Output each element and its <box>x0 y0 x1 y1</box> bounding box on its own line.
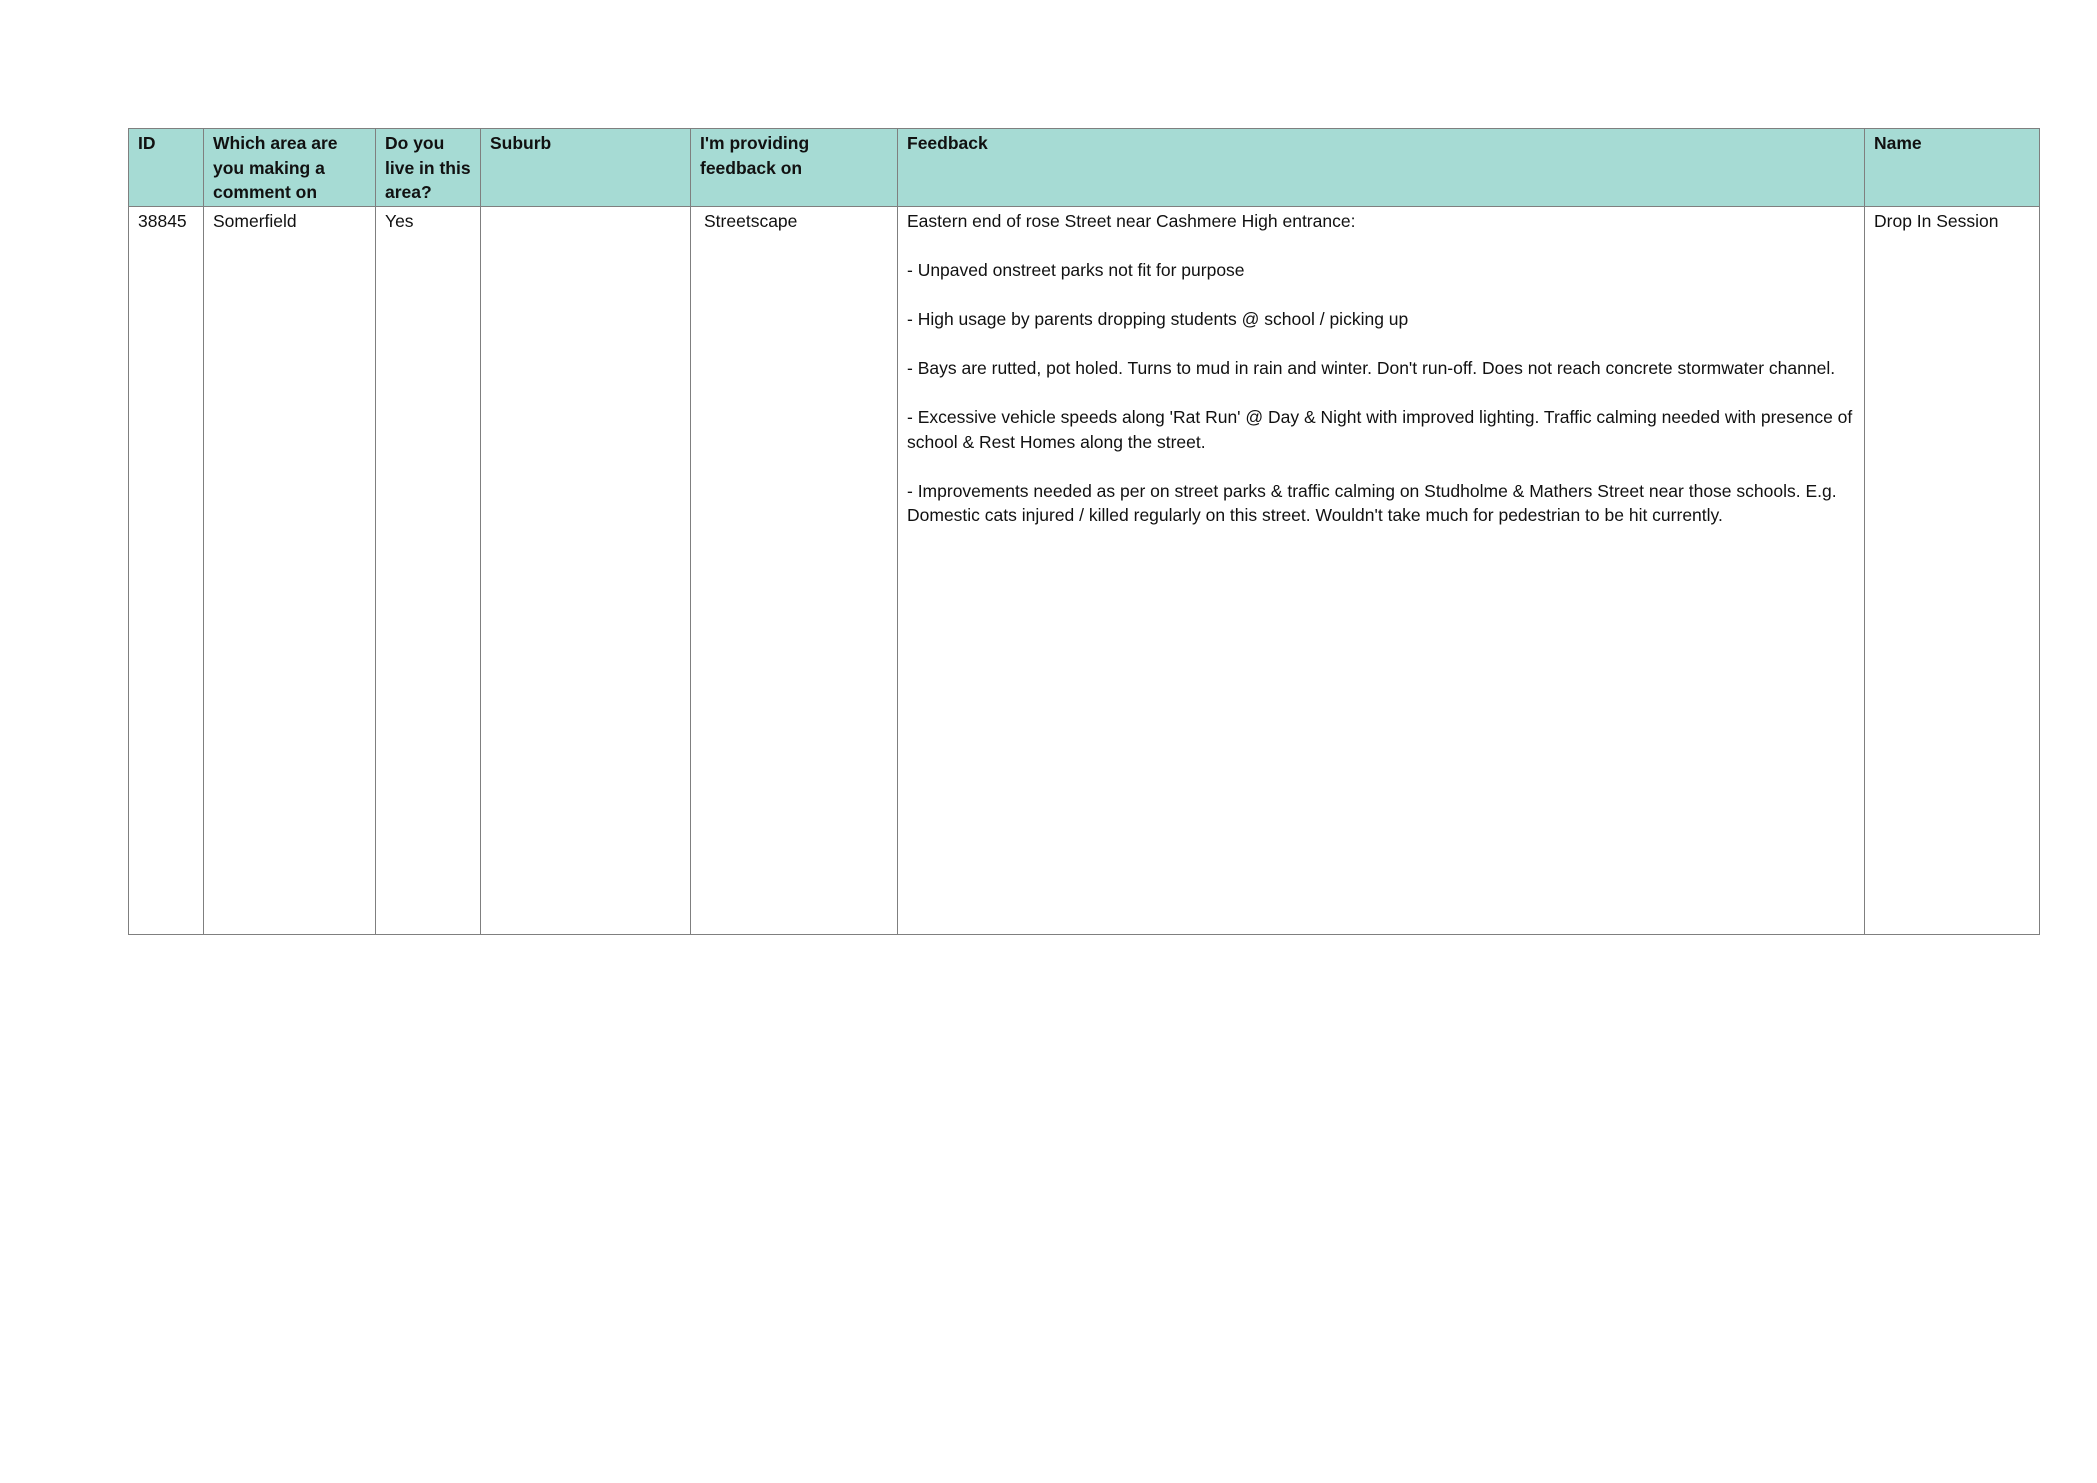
header-providing-feedback-on: I'm providing feedback on <box>691 129 898 207</box>
feedback-line-improvements: - Improvements needed as per on street parks & traffic calming on Studholme & Mathers Street near those schools. E.g. Domestic cats injured / killed regularly on this street. Wouldn't take much for pedestrian to be hit currently. <box>907 480 1837 525</box>
feedback-spacer <box>907 454 1855 479</box>
header-name: Name <box>1865 129 2040 207</box>
feedback-spacer <box>907 381 1855 406</box>
header-live-in-area: Do you live in this area? <box>376 129 481 207</box>
header-area: Which area are you making a comment on <box>204 129 376 207</box>
header-suburb: Suburb <box>481 129 691 207</box>
cell-suburb <box>481 207 691 935</box>
table-row <box>129 207 2040 935</box>
feedback-spacer <box>907 332 1855 357</box>
cell-live-in-area: Yes <box>376 207 481 935</box>
feedback-line-bays-rutted: - Bays are rutted, pot holed. Turns to mud in rain and winter. Don't run-off. Does not reach concrete stormwater channel. <box>907 358 1836 378</box>
feedback-line-high-usage: - High usage by parents dropping students @ school / picking up <box>907 309 1409 329</box>
cell-providing-feedback-on: Streetscape <box>691 207 898 935</box>
cell-name: Drop In Session <box>1865 207 2040 935</box>
cell-id: 38845 <box>129 207 204 935</box>
feedback-line-vehicle-speeds: - Excessive vehicle speeds along 'Rat Run' @ Day & Night with improved lighting. Traffic calming needed with presence of school & Rest Homes along the street. <box>907 407 1853 452</box>
feedback-line-intro: Eastern end of rose Street near Cashmere High entrance: <box>907 211 1356 231</box>
feedback-spacer <box>907 234 1855 259</box>
feedback-spacer <box>907 283 1855 308</box>
header-row <box>129 129 2040 207</box>
header-id: ID <box>129 129 204 207</box>
feedback-table <box>128 128 2040 935</box>
cell-feedback <box>898 207 1865 935</box>
cell-area: Somerfield <box>204 207 376 935</box>
feedback-line-unpaved-parks: - Unpaved onstreet parks not fit for purpose <box>907 260 1245 280</box>
header-feedback: Feedback <box>898 129 1865 207</box>
